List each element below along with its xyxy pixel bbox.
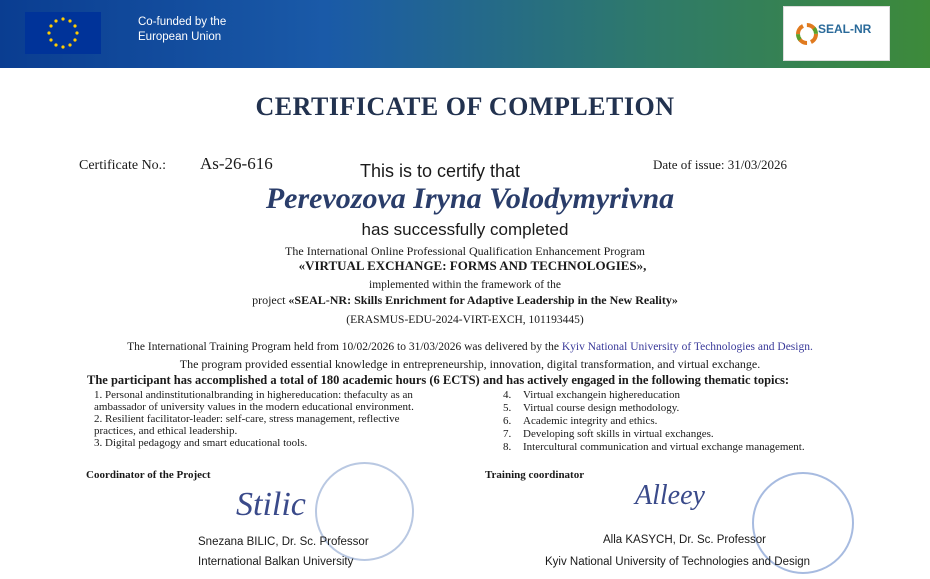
topic-line: 3. Digital pedagogy and smart educational tools.: [94, 437, 308, 449]
coordinator-name: Snezana BILIC, Dr. Sc. Professor: [198, 536, 369, 548]
topic-number: 5.: [503, 402, 512, 414]
topic-number: 6.: [503, 415, 512, 427]
topic-item: [503, 415, 883, 428]
trainer-name: Alla KASYCH, Dr. Sc. Professor: [603, 534, 766, 546]
topic-number: 8.: [503, 441, 512, 453]
topic-item: [503, 428, 883, 441]
topic-text: Academic integrity and ethics.: [523, 415, 658, 427]
implemented-text: implemented within the framework of the: [369, 279, 561, 291]
coordinator-signature: Stilic: [236, 486, 306, 523]
recipient-name: Perevozova Iryna Volodymyrivna: [265, 182, 675, 215]
certificate-number-label: Certificate No.:: [79, 158, 167, 173]
held-text: [0, 341, 930, 353]
eu-flag-icon: [25, 12, 101, 54]
topic-text: Virtual course design methodology.: [523, 402, 680, 414]
topic-number: 7.: [503, 428, 512, 440]
topics-left-list: [94, 389, 474, 449]
cofunded-line2: European Union: [138, 31, 222, 43]
topic-line: 2. Resilient facilitator-leader: self-care, stress management, reflective: [94, 413, 400, 425]
completed-text: has successfully completed: [361, 220, 569, 239]
topic-line: ambassador of university values in the modern educational environment.: [94, 401, 414, 413]
coordinator-role: Coordinator of the Project: [86, 469, 211, 481]
project-line: [0, 293, 930, 308]
topic-text: Intercultural communication and virtual exchange management.: [523, 441, 805, 453]
accomplishment-text: The participant has accomplished a total of 180 academic hours (6 ECTS) and has actively engaged in the following thematic topics:: [87, 373, 790, 387]
program-name: «VIRTUAL EXCHANGE: FORMS AND TECHNOLOGIES»,: [298, 258, 647, 273]
project-name: «SEAL-NR: Skills Enrichment for Adaptive Leadership in the New Reality»: [288, 293, 678, 307]
program-intro: The International Online Professional Qualification Enhancement Program: [285, 244, 645, 258]
trainer-role: Training coordinator: [485, 469, 585, 481]
grant-code: (ERASMUS-EDU-2024-VIRT-EXCH, 101193445): [346, 314, 584, 326]
cofunded-text: [138, 15, 226, 45]
project-prefix: project: [252, 293, 289, 307]
certificate-title: CERTIFICATE OF COMPLETION: [255, 92, 675, 121]
coordinator-org: International Balkan University: [198, 556, 354, 568]
topic-item: [503, 389, 883, 402]
trainer-signature: Alleey: [635, 480, 705, 511]
held-text-main: The International Training Program held from 10/02/2026 to 31/03/2026 was delivered by the: [127, 341, 562, 353]
held-organization: Kyiv National University of Technologies and Design.: [561, 341, 813, 353]
topic-item: [503, 441, 883, 454]
topic-item: [503, 402, 883, 415]
topic-line: 1. Personal andinstitutionalbranding in highereducation: thefaculty as an: [94, 389, 413, 401]
certificate-number: As-26-616: [200, 154, 273, 173]
trainer-org: Kyiv National University of Technologies and Design: [545, 556, 811, 568]
date-of-issue: Date of issue: 31/03/2026: [653, 157, 787, 172]
seal-nr-logo-text: SEAL-NR: [818, 22, 872, 36]
knowledge-text: The program provided essential knowledge in entrepreneurship, innovation, digital transformation, and virtual exchange.: [179, 357, 761, 371]
topic-line: practices, and ethical leadership.: [94, 425, 238, 437]
topic-text: Developing soft skills in virtual exchanges.: [523, 428, 714, 440]
topic-text: Virtual exchangein highereducation: [523, 389, 680, 401]
cofunded-line1: Co-funded by the: [138, 16, 227, 28]
certify-text: This is to certify that: [360, 161, 521, 181]
topic-number: 4.: [503, 389, 512, 401]
topics-right-list: [503, 389, 883, 454]
